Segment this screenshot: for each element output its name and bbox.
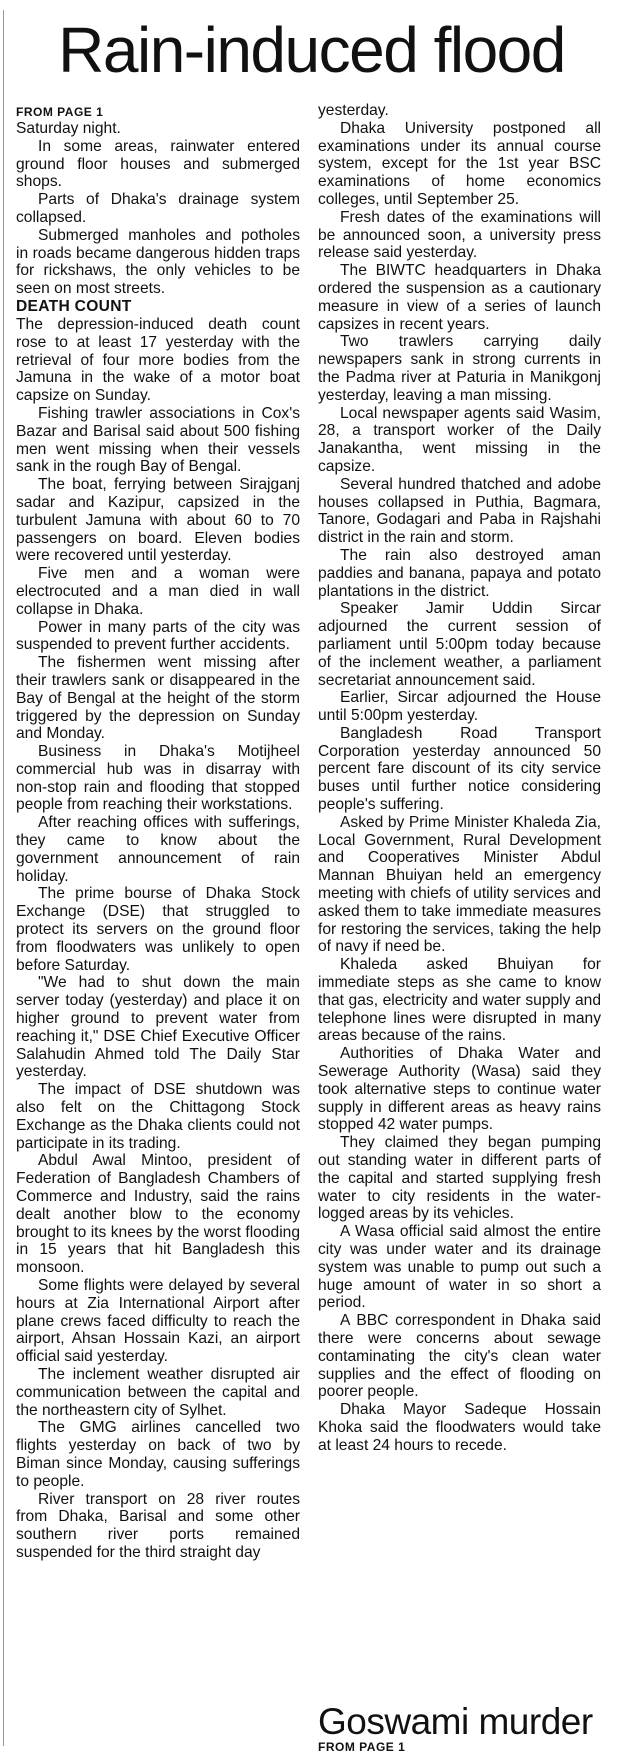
article-paragraph: Saturday night. (16, 120, 121, 137)
next-article-headline: Goswami murder (318, 1701, 593, 1742)
article-paragraph: River transport on 28 river routes from Dhaka, Barisal and some other southern river ports remained suspended for the third straight day (16, 1490, 300, 1561)
article-paragraph: "We had to shut down the main server today (yesterday) and place it on higher ground to prevent water from reaching it," DSE Chief Executive Officer Salahudin Ahmed told The Daily Star yesterday. (16, 974, 300, 1081)
article-paragraph: The boat, ferrying between Sirajganj sadar and Kazipur, capsized in the turbulent Jamuna with about 60 to 70 passengers on board. Eleven bodies were recovered until yesterday. (16, 476, 300, 565)
article-column-right (318, 102, 601, 1455)
article-paragraph: The fishermen went missing after their trawlers sank or disappeared in the Bay of Bengal at the height of the storm triggered by the depression on Sunday and Monday. (16, 654, 300, 743)
article-paragraph: Bangladesh Road Transport Corporation yesterday announced 50 percent fare discount of its city service buses until further notice considering people's suffering. (318, 724, 601, 814)
article-paragraph: Abdul Awal Mintoo, president of Federation of Bangladesh Chambers of Commerce and Industry, said the rains dealt another blow to the economy brought to its knees by the worst flooding in 15 years that hit Bangladesh this monsoon. (16, 1152, 300, 1277)
article-paragraph: Dhaka University postponed all examinations under its annual course system, except for the 1st year BSC examinations of home economics colleges, until September 25. (318, 119, 601, 208)
article-paragraph: They claimed they began pumping out standing water in different parts of the capital and started supplying fresh water to city residents in the water-logged areas by its vehicles. (318, 1134, 601, 1223)
article-paragraph: Asked by Prime Minister Khaleda Zia, Local Government, Rural Development and Cooperatives Minister Abdul Mannan Bhuiyan held an emergency meeting with chiefs of utility services and asked them to take immediate measures for restoring the services, taking the help of navy if need be. (318, 813, 601, 956)
article-paragraph: The inclement weather disrupted air communication between the capital and the northeastern city of Sylhet. (16, 1365, 300, 1419)
article-paragraph: The depression-induced death count rose to at least 17 yesterday with the retrieval of four more bodies from the Jamuna in the wake of a motor boat capsize on Sunday. (16, 315, 300, 405)
left-column-body (16, 120, 300, 1562)
article-paragraph: The impact of DSE shutdown was also felt on the Chittagong Stock Exchange as the Dhaka clients could not participate in its trading. (16, 1081, 300, 1152)
article-paragraph: Power in many parts of the city was suspended to prevent further accidents. (16, 618, 300, 654)
article-paragraph: Parts of Dhaka's drainage system collapsed. (16, 191, 300, 226)
article-paragraph: Earlier, Sircar adjourned the House until 5:00pm yesterday. (318, 689, 601, 725)
article-paragraph: Khaleda asked Bhuiyan for immediate steps as she came to know that gas, electricity and water supply and telephone lines were disrupted in many areas because of the rains. (318, 956, 601, 1045)
article-paragraph: Some flights were delayed by several hours at Zia International Airport after plane crews faced difficulty to reach the airport, Ahsan Hossain Kazi, an airport official said yesterday. (16, 1277, 300, 1366)
article-paragraph: Submerged manholes and potholes in roads became dangerous hidden traps for rickshaws, the only vehicles to be seen on most streets. (16, 226, 300, 298)
article-paragraph: The BIWTC headquarters in Dhaka ordered the suspension as a cautionary measure in view of a series of launch capsizes in recent years. (318, 262, 601, 333)
article-paragraph: Several hundred thatched and adobe houses collapsed in Puthia, Bagmara, Tanore, Godagari and Paba in Rajshahi district in the rain and storm. (318, 475, 601, 547)
article-paragraph: Five men and a woman were electrocuted and a man died in wall collapse in Dhaka. (16, 565, 300, 618)
article-paragraph: Fresh dates of the examinations will be announced soon, a university press release said yesterday. (318, 208, 601, 262)
article-paragraph: Dhaka Mayor Sadeque Hossain Khoka said the floodwaters would take at least 24 hours to recede. (318, 1401, 601, 1454)
article-paragraph: yesterday. (318, 102, 389, 119)
right-column-body (318, 102, 601, 1455)
column-rule (3, 10, 4, 1746)
article-paragraph: Speaker Jamir Uddin Sircar adjourned the current session of parliament until 5:00pm today because of the inclement weather, a parliament secretariat announcement said. (318, 600, 601, 689)
next-article-from-page: FROM PAGE 1 (318, 1740, 406, 1754)
article-paragraph: The rain also destroyed aman paddies and banana, papaya and potato plantations in the district. (318, 546, 601, 600)
article-paragraph: The GMG airlines cancelled two flights yesterday on back of two by Biman since Monday, causing sufferings to people. (16, 1419, 300, 1490)
article-paragraph: Local newspaper agents said Wasim, 28, a transport worker of the Daily Janakantha, went missing in the capsize. (318, 404, 601, 475)
article-headline: Rain-induced flood (58, 14, 565, 86)
article-paragraph: Authorities of Dhaka Water and Sewerage Authority (Wasa) said they took alternative steps to continue water supply in different areas as heavy rains stopped 42 water pumps. (318, 1045, 601, 1134)
article-paragraph: Fishing trawler associations in Cox's Bazar and Barisal said about 500 fishing men went missing when their vessels sank in the rough Bay of Bengal. (16, 404, 300, 476)
article-paragraph: Business in Dhaka's Motijheel commercial hub was in disarray with non-stop rain and flooding that stopped people from reaching their workstations. (16, 743, 300, 814)
article-paragraph: A BBC correspondent in Dhaka said there were concerns about sewage contaminating the city's clean water supplies and the effect of flooding on poorer people. (318, 1312, 601, 1401)
from-page-label: FROM PAGE 1 (16, 105, 104, 119)
article-column-left (16, 104, 300, 1562)
article-paragraph: In some areas, rainwater entered ground floor houses and submerged shops. (16, 137, 300, 191)
section-subhead: DEATH COUNT (16, 297, 132, 315)
article-paragraph: The prime bourse of Dhaka Stock Exchange (DSE) that struggled to protect its servers on the ground floor from floodwaters was unlikely to open before Saturday. (16, 885, 300, 974)
article-paragraph: A Wasa official said almost the entire city was under water and its drainage system was unable to pump out such a huge amount of water in so short a period. (318, 1223, 601, 1312)
article-paragraph: Two trawlers carrying daily newspapers sank in strong currents in the Padma river at Paturia in Manikgonj yesterday, leaving a man missing. (318, 333, 601, 404)
article-paragraph: After reaching offices with sufferings, they came to know about the government announcement of rain holiday. (16, 814, 300, 885)
